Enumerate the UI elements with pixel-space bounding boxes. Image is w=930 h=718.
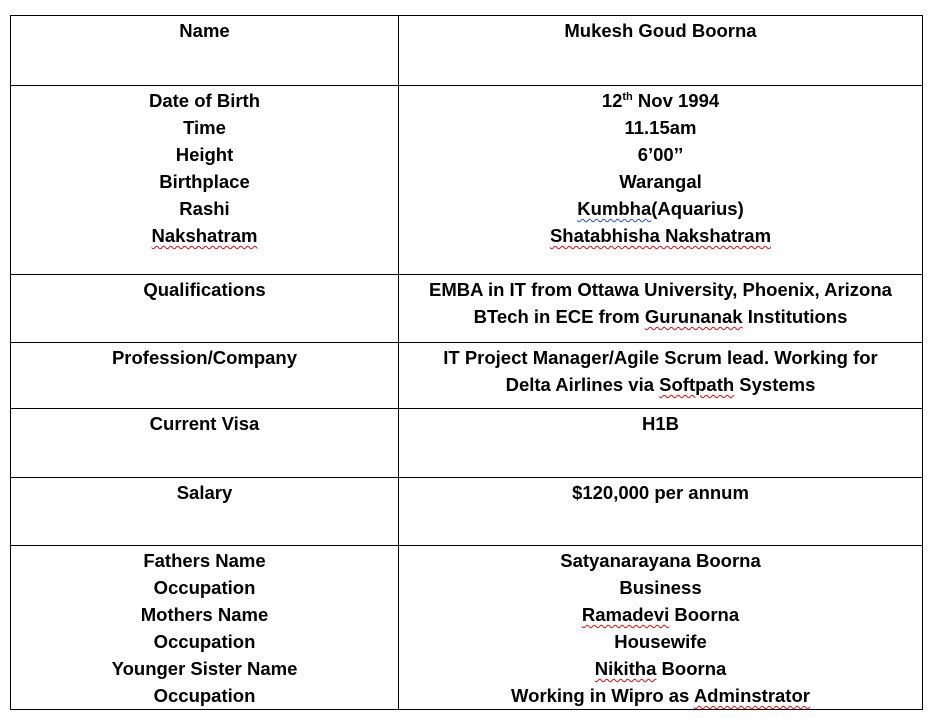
mother-name-value: [403, 601, 918, 628]
sister-occupation-pre: Working in Wipro as: [511, 685, 694, 706]
mother-occupation-label: Occupation: [153, 631, 256, 652]
time-value: 11.15am: [624, 117, 697, 138]
nakshatram-label: Nakshatram: [151, 225, 258, 246]
qualification-line-2-post: Institutions: [742, 306, 848, 327]
name-value-cell: [399, 16, 923, 86]
biodata-table: [10, 15, 923, 710]
dob-value: [403, 87, 918, 114]
visa-label: Current Visa: [149, 413, 260, 434]
qualification-line-2-pre: BTech in ECE from: [473, 306, 645, 327]
salary-value: $120,000 per annum: [572, 482, 749, 503]
profession-line-2-pre: Delta Airlines via: [505, 374, 660, 395]
profession-label: Profession/Company: [111, 347, 298, 368]
qualification-line-2-word: Gurunanak: [644, 306, 743, 327]
qualifications-label: Qualifications: [143, 279, 266, 300]
birth-values-cell: [399, 86, 923, 275]
sister-name-label: Younger Sister Name: [111, 658, 298, 679]
dob-day: 12: [601, 90, 623, 111]
height-label: Height: [175, 144, 234, 165]
qualification-line-1: EMBA in IT from Ottawa University, Phoenix, Arizona: [429, 279, 892, 300]
qualifications-value-cell: [399, 275, 923, 343]
table-row: [11, 343, 923, 409]
father-name-label: Fathers Name: [143, 550, 266, 571]
table-row: [11, 275, 923, 343]
table-row: [11, 478, 923, 546]
profession-line-2-word: Softpath: [659, 374, 735, 395]
name-value: Mukesh Goud Boorna: [564, 20, 757, 41]
name-label: Name: [179, 20, 230, 41]
biodata-document: [10, 15, 922, 710]
father-name-value: Satyanarayana Boorna: [560, 550, 761, 571]
qualifications-label-cell: [11, 275, 399, 343]
rashi-value: [403, 195, 918, 222]
father-occupation-label: Occupation: [153, 577, 256, 598]
dob-suffix: th: [622, 90, 633, 103]
mother-occupation-value: Housewife: [614, 631, 707, 652]
father-occupation-value: Business: [619, 577, 702, 598]
name-label-cell: [11, 16, 399, 86]
sister-occupation-label: Occupation: [153, 685, 256, 706]
mother-last-name: Boorna: [669, 604, 740, 625]
nakshatram-value: Shatabhisha Nakshatram: [549, 225, 772, 246]
rashi-label: Rashi: [179, 198, 230, 219]
sister-name-value: [403, 655, 918, 682]
sister-first-name: Nikitha: [594, 658, 657, 679]
visa-label-cell: [11, 409, 399, 478]
rashi-main: Kumbha: [577, 198, 652, 219]
salary-label: Salary: [176, 482, 233, 503]
height-value: 6’00’’: [637, 144, 684, 165]
visa-value: H1B: [641, 413, 679, 434]
birthplace-value: Warangal: [619, 171, 702, 192]
rashi-paren: (Aquarius): [651, 198, 744, 219]
family-labels-cell: [11, 546, 399, 710]
salary-label-cell: [11, 478, 399, 546]
profession-line-1: IT Project Manager/Agile Scrum lead. Working for: [443, 347, 878, 368]
mother-first-name: Ramadevi: [581, 604, 670, 625]
family-values-cell: [399, 546, 923, 710]
dob-label: Date of Birth: [149, 90, 260, 111]
table-row: [11, 546, 923, 710]
nakshatram-label-line: [15, 222, 394, 249]
sister-occupation-value: [403, 682, 918, 709]
profession-line-2: [403, 371, 918, 398]
time-label: Time: [183, 117, 226, 138]
mother-name-label: Mothers Name: [140, 604, 269, 625]
qualification-line-2: [403, 303, 918, 330]
sister-occupation-word: Adminstrator: [693, 685, 810, 706]
profession-label-cell: [11, 343, 399, 409]
dob-rest: Nov 1994: [632, 90, 720, 111]
sister-last-name: Boorna: [656, 658, 727, 679]
birth-labels-cell: [11, 86, 399, 275]
nakshatram-value-line: [403, 222, 918, 249]
table-row: [11, 16, 923, 86]
profession-line-2-post: Systems: [734, 374, 816, 395]
birthplace-label: Birthplace: [159, 171, 250, 192]
table-row: [11, 409, 923, 478]
table-row: [11, 86, 923, 275]
profession-value-cell: [399, 343, 923, 409]
salary-value-cell: [399, 478, 923, 546]
visa-value-cell: [399, 409, 923, 478]
